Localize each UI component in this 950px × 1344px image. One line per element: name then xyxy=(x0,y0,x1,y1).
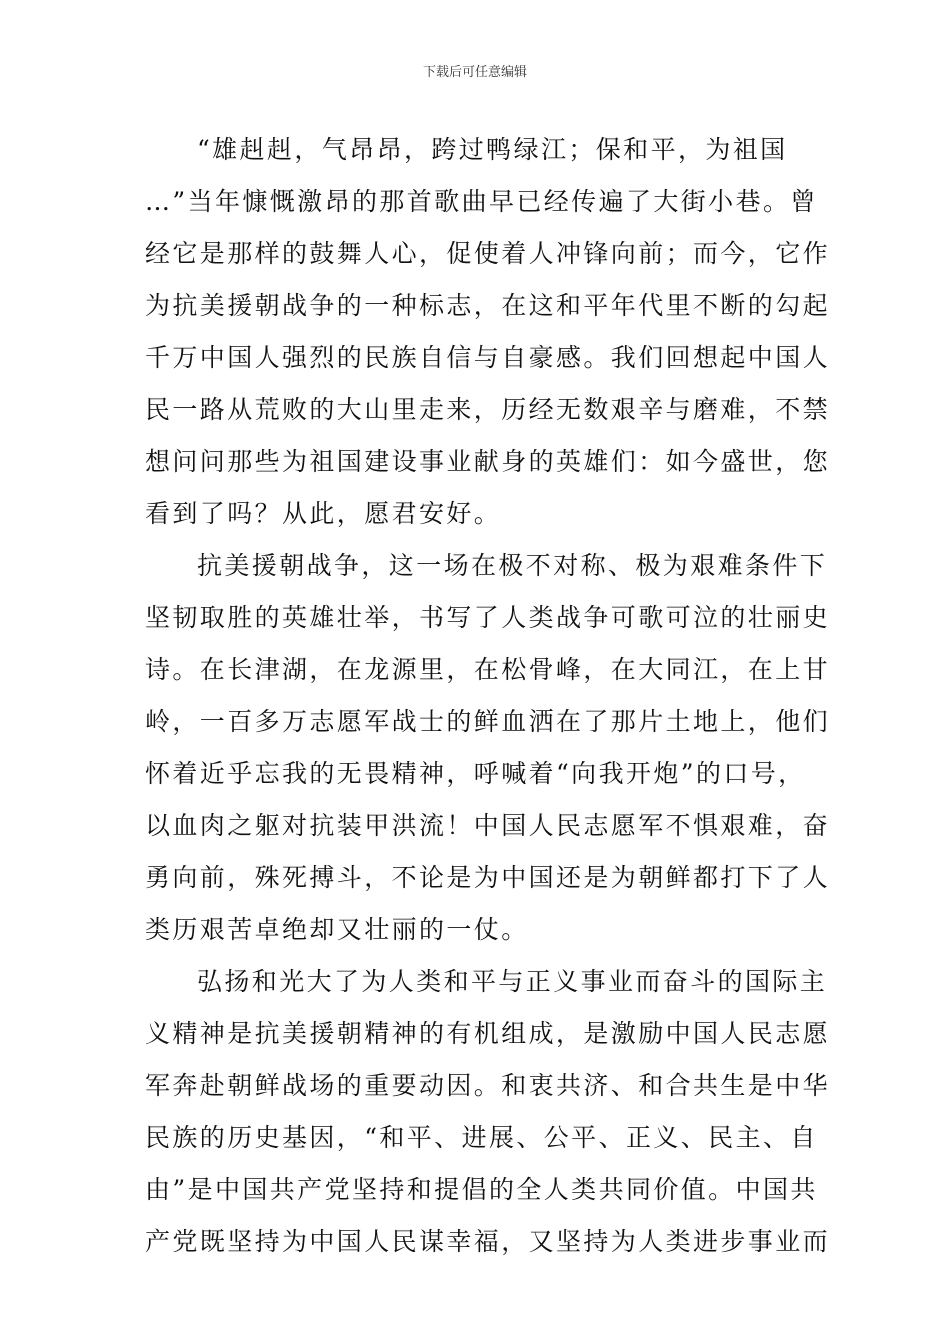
paragraph-line: 弘扬和光大了为人类和平与正义事业而奋斗的国际主 xyxy=(197,967,828,996)
paragraph-line: 民一路从荒败的大山里走来，历经无数艰辛与磨难，不禁 xyxy=(145,395,831,424)
paragraph-line: “雄赳赳，气昂昂，跨过鸭绿江；保和平，为祖国 xyxy=(197,135,788,164)
paragraph-line: 看到了吗？从此，愿君安好。 xyxy=(145,499,502,528)
page-header: 下载后可任意编辑 xyxy=(422,65,527,80)
paragraph-line: 坚韧取胜的英雄壮举，书写了人类战争可歌可泣的壮丽史 xyxy=(145,603,831,632)
paragraph-line: 经它是那样的鼓舞人心，促使着人冲锋向前；而今，它作 xyxy=(145,239,831,268)
paragraph-line: 勇向前，殊死搏斗，不论是为中国还是为朝鲜都打下了人 xyxy=(145,863,831,892)
paragraph-line: 由”是中国共产党坚持和提倡的全人类共同价值。中国共 xyxy=(145,1175,818,1204)
paragraph-3 xyxy=(145,956,831,1268)
paragraph-line: 千万中国人强烈的民族自信与自豪感。我们回想起中国人 xyxy=(145,343,831,372)
paragraph-line: 民族的历史基因，“和平、进展、公平、正义、民主、自 xyxy=(145,1123,818,1152)
paragraph-line: …”当年慷慨激昂的那首歌曲早已经传遍了大街小巷。曾 xyxy=(145,187,818,216)
paragraph-line: 军奔赴朝鲜战场的重要动因。和衷共济、和合共生是中华 xyxy=(145,1071,831,1100)
paragraph-line: 岭，一百多万志愿军战士的鲜血洒在了那片土地上，他们 xyxy=(145,707,831,736)
document-body xyxy=(145,124,831,1268)
paragraph-line: 为抗美援朝战争的一种标志，在这和平年代里不断的勾起 xyxy=(145,291,831,320)
paragraph-line: 类历艰苦卓绝却又壮丽的一仗。 xyxy=(145,915,529,944)
paragraph-line: 产党既坚持为中国人民谋幸福，又坚持为人类进步事业而 xyxy=(145,1227,831,1256)
paragraph-line: 诗。在长津湖，在龙源里，在松骨峰，在大同江，在上甘 xyxy=(145,655,831,684)
paragraph-line: 抗美援朝战争，这一场在极不对称、极为艰难条件下 xyxy=(197,551,828,580)
paragraph-line: 义精神是抗美援朝精神的有机组成，是激励中国人民志愿 xyxy=(145,1019,831,1048)
paragraph-line: 以血肉之躯对抗装甲洪流！中国人民志愿军不惧艰难，奋 xyxy=(145,811,831,840)
paragraph-1 xyxy=(145,124,831,540)
paragraph-2 xyxy=(145,540,831,956)
paragraph-line: 想问问那些为祖国建设事业献身的英雄们：如今盛世，您 xyxy=(145,447,831,476)
paragraph-line: 怀着近乎忘我的无畏精神，呼喊着“向我开炮”的口号， xyxy=(145,759,806,788)
